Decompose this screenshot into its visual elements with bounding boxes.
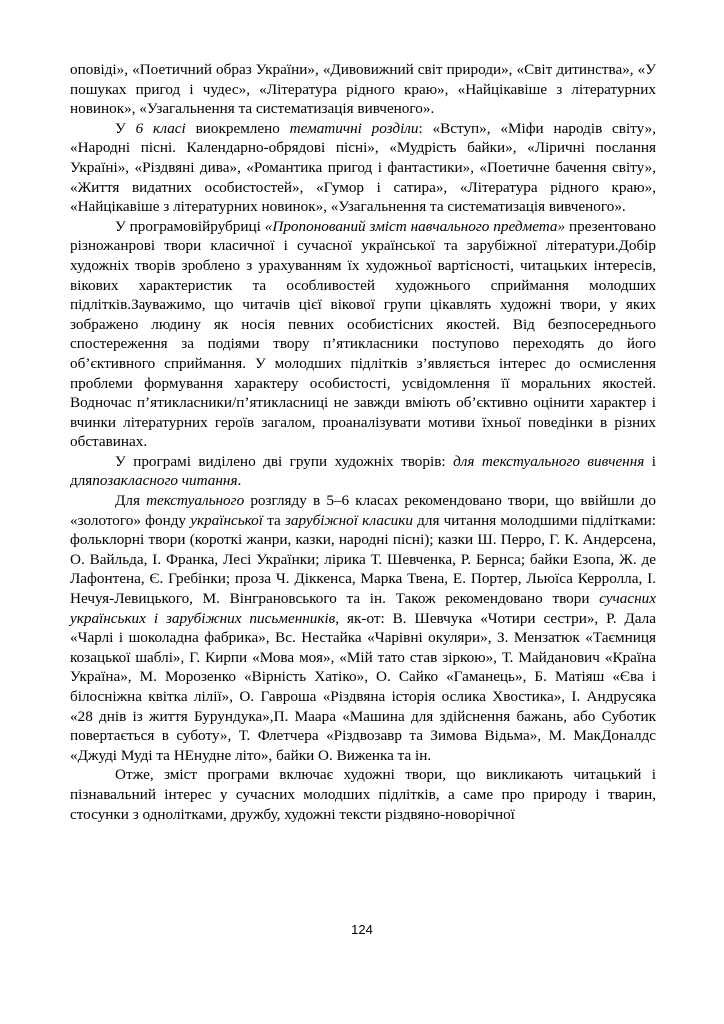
paragraph (70, 491, 656, 765)
page-number: 124 (351, 922, 373, 937)
italic-text-run: 6 класі (135, 119, 186, 137)
paragraph (70, 452, 656, 491)
text-run: У програмі виділено дві групи художніх творів: (115, 452, 454, 470)
text-run: : «Вступ», «Міфи народів світу», «Народні пісні. Календарно-обрядові пісні», «Мудрість байки», «Ліричні послання Україні», «Різдвяні дива», «Романтика пригод і фантастики», «Поетичне бачення світу», «Життя видатних особистостей», «Гумор і сатира», «Література рідного краю», «Найцікавіше з літературних новинок», «Узагальнення та систематизація вивченого». (70, 119, 656, 216)
italic-text-run: для текстуального вивчення (453, 452, 645, 470)
italic-text-run: зарубіжної класики (284, 511, 413, 529)
italic-text-run: «Пропонований зміст навчального предмета» (264, 217, 566, 235)
text-run: . (237, 472, 242, 490)
text-run: оповіді», «Поетичний образ України», «Дивовижний світ природи», «Світ дитинства», «У пошуках пригод і чудес», «Література рідного краю», «Найцікавіше з літературних новинок», «Узагальнення та систематизація вивченого». (70, 61, 656, 118)
text-run: Для (115, 492, 147, 510)
text-run: Отже, зміст програми включає художні твори, що викликають читацький і пізнавальний інтерес у сучасних молодших підлітків, а саме про природу і тварин, стосунки з однолітками, дружбу, художні тексти різдвяно-новорічної (70, 766, 656, 823)
text-run: розгляду в 5–6 класах рекомендовано твори, що ввійшли до «золотого» фонду (70, 492, 656, 529)
paragraph (70, 60, 656, 119)
paragraph (70, 217, 656, 452)
italic-text-run: сучасних українських і зарубіжних письменників (70, 590, 656, 627)
text-run: і для (70, 452, 656, 490)
text-run: , як-от: В. Шевчука «Чотири сестри», Р. Дала «Чарлі і шоколадна фабрика», Вс. Нестайка «Чарівні окуляри», З. Мензатюк «Таємниця козацької шаблі», Г. Кирпи «Мова моя», «Мій тато став зіркою», Т. Майданович «Країна Україна», М. Морозенко «Вірність Хатіко», О. Сайко «Гаманець», Б. Матіяш «Єва і білосніжна квітка лілії», О. Гавроша «Різдвяна історія ослика Хвостика», І. Андрусяка «28 днів із життя Бурундука»,П. Маара «Машина для здійснення бажань, або Суботик повертається в суботу», Т. Флетчера «Різдвозавр та Зимова Відьма», М. МакДоналдс «Джуді Муді та НЕнудне літо», байки О. Виженка та ін. (70, 609, 656, 764)
italic-text-run: української (190, 511, 263, 529)
text-run: для читання молодшими підлітками: фольклорні твори (короткі жанри, казки, народні пісні); казки Ш. Перро, Г. К. Андерсена, О. Вайльда, І. Франка, Лесі Українки; лірика Т. Шевченка, Р. Бернса; байки Езопа, Ж. де Лафонтена, Є. Гребінки; проза Ч. Діккенса, Марка Твена, Е. Портер, Льюїса Керролла, І. Нечуя-Левицького, М. Вінграновського та ін. Також рекомендовано твори (70, 511, 656, 608)
italic-text-run: текстуального (146, 492, 245, 510)
paragraph (70, 765, 656, 824)
text-run: У (115, 119, 136, 137)
text-run: презентовано різножанрові твори класичної і сучасної української та зарубіжної літератури.Добір художніх творів зроблено з урахуванням їх художньої вартісності, читацьких інтересів, вікових характеристик та особливостей художнього сприймання молодших підлітків.Зауважимо, що читачів цієї вікової групи цікавлять художні твори, у яких зображено людину як носія певних особистісних якостей. Від безпосереднього спостереження за подіями твору п’ятикласники поступово переходять до його об’єктивного сприймання. У молодших підлітків з’являється інтерес до осмислення проблеми формування характеру особистості, усвідомлення її моральних якостей. Водночас п’ятикласники/п’ятикласниці не завжди вміють об’єктивно оцінити характер і вчинки літературних героїв загалом, проаналізувати мотиви їхньої поведінки в різних обставинах. (70, 217, 656, 451)
page-body (70, 60, 656, 824)
text-run: виокремлено (185, 119, 290, 137)
paragraph (70, 119, 656, 217)
text-run: У програмовійрубриці (115, 217, 265, 235)
text-run: та (263, 511, 285, 529)
italic-text-run: позакласного читання (92, 472, 238, 490)
italic-text-run: тематичні розділи (289, 119, 419, 137)
